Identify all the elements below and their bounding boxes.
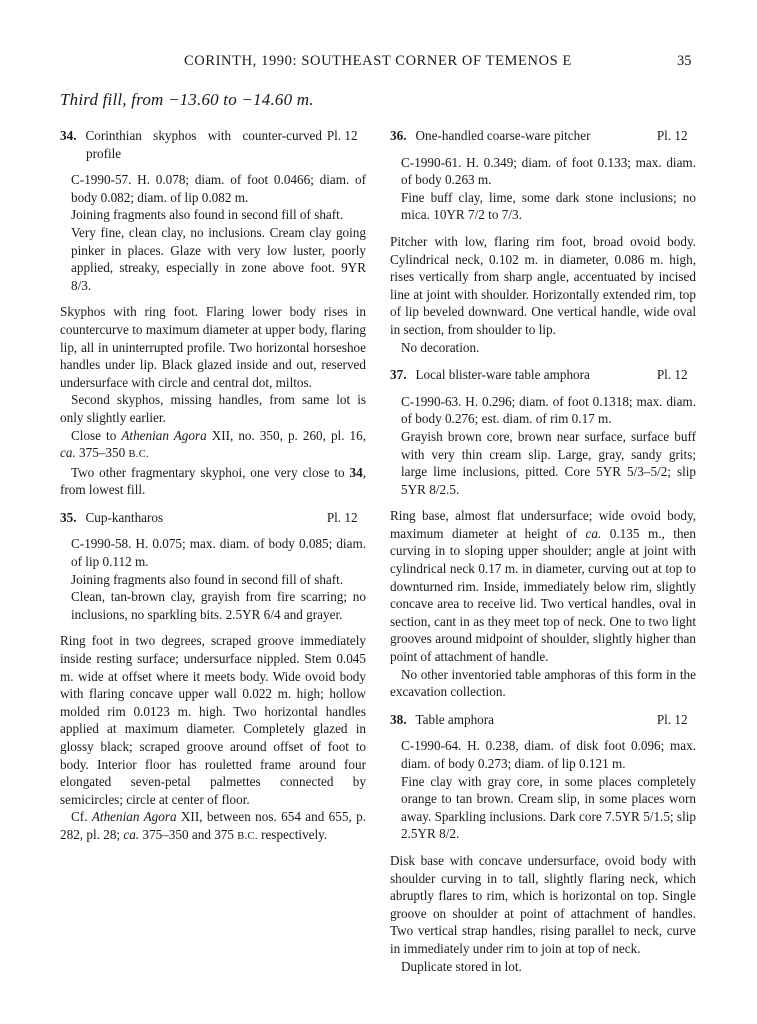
body-paragraph: Ring foot in two degrees, scraped groove immediately inside resting surface; undersurface nippled. Stem 0.045 m. wide at offset where it meets body. Wide ovoid body with flaring concave upper wall 0.022 m. high; hollow molded rim 0.0123 m. high. Two horizontal handles applied at maximum diameter. Completely glazed in glossy black; scraped groove around offset of foot to body. Interior floor has rouletted frame around four elongated seven-petal palmettes connected by semicircles; circle at center of floor. (60, 633, 366, 807)
entry-title: Cup-kantharos (85, 509, 164, 525)
body-paragraph (60, 464, 366, 499)
publication-title: Athenian Agora (91, 809, 177, 825)
inventory-line: C-1990-58. H. 0.075; max. diam. of body 0.085; diam. of lip 0.112 m. (71, 536, 366, 570)
left-column (60, 127, 366, 846)
text-run: XII, no. 350, p. 260, pl. 16, (206, 427, 366, 443)
publication-title: Athenian Agora (121, 427, 207, 443)
body-paragraph: Second skyphos, missing handles, from same lot is only slightly earlier. (60, 392, 366, 425)
catalogue-entry-37 (390, 366, 696, 701)
entry-number: 38. (390, 711, 407, 727)
inventory-line: C-1990-64. H. 0.238, diam. of disk foot 0.096; max. diam. of body 0.273; diam. of lip 0.121 m. (401, 738, 696, 771)
text-run: Two other fragmentary skyphoi, one very close to (71, 464, 350, 480)
entry-number: 34. (60, 128, 77, 143)
body-paragraph: Pitcher with low, flaring rim foot, broad ovoid body. Cylindrical neck, 0.102 m. in diameter, 0.086 m. high, rises vertically from sharp angle, accentuated by incised line at joint with shoulder. Horizontally extended rim, top of lip beveled downward. One vertical handle, wide oval in section, from shoulder to lip. (390, 233, 696, 337)
inventory-line: C-1990-61. H. 0.349; diam. of foot 0.133; max. diam. of body 0.263 m. (401, 154, 696, 188)
catalogue-entry-38 (390, 711, 696, 975)
catalogue-entry-35 (60, 509, 366, 846)
fabric-description: Very fine, clean clay, no inclusions. Cream clay going pinker in places. Glaze with very low luster, poorly applied, streaky, especially in zone above foot. 9YR 8/3. (71, 224, 366, 293)
body-paragraph: Duplicate stored in lot. (401, 958, 522, 974)
text-run: Close to (71, 427, 122, 443)
entry-title: Local blister-ware table amphora (415, 367, 590, 383)
body-paragraph: Disk base with concave undersurface, ovoid body with shoulder curving in to tall, slightly flaring neck, which abruptly flares to rim, which is horizontal on top. Single groove on shoulder at point of attachment of handles. Two vertical strap handles, rising parallel to neck, curve in immediately under rim to join at top of neck. (390, 852, 696, 956)
text-run: Cf. (71, 809, 92, 825)
body-paragraph: No other inventoried table amphoras of this form in the excavation collection. (390, 666, 696, 700)
body-paragraph (390, 507, 696, 665)
text-run: respectively. (257, 826, 328, 842)
text-run: XII, between nos. 654 and 655, p. 282, pl. 28; (60, 809, 366, 842)
entry-heading (60, 509, 366, 527)
plate-reference: Pl. 12 (656, 367, 688, 383)
right-column (390, 127, 696, 975)
catalogue-entry-34 (60, 127, 366, 499)
plate-reference: Pl. 12 (656, 128, 688, 143)
body-paragraph: No decoration. (401, 339, 480, 355)
text-run: 375–350 (75, 445, 129, 461)
joins-note: Joining fragments also found in second fill of shaft. (71, 571, 344, 587)
comparanda-paragraph (60, 427, 366, 464)
text-run: 375–350 and 375 (139, 826, 238, 842)
era-abbrev: B.C. (128, 449, 149, 461)
circa-abbrev: ca. (60, 445, 76, 461)
plate-reference: Pl. 12 (656, 711, 688, 727)
fabric-description: Grayish brown core, brown near surface, surface buff with very thin cream slip. Large, gray, sandy grits; large lime inclusions, pitted. Core 5YR 5/3–5/2; slip 5YR 8/2.5. (401, 428, 696, 497)
plate-reference: Pl. 12 (326, 128, 358, 143)
fabric-description: Fine buff clay, lime, some dark stone inclusions; no mica. 10YR 7/2 to 7/3. (401, 189, 696, 223)
text-run: , from lowest fill. (60, 464, 366, 498)
inventory-line: C-1990-57. H. 0.078; diam. of foot 0.0466; diam. of body 0.082; diam. of lip 0.082 m. (71, 172, 366, 205)
catalogue-entry-36 (390, 127, 696, 356)
page-number: 35 (677, 53, 692, 69)
entry-heading (390, 127, 696, 145)
entry-title: One-handled coarse-ware pitcher (415, 128, 591, 143)
running-head (0, 53, 757, 71)
circa-abbrev: ca. (585, 525, 602, 541)
fabric-description: Fine clay with gray core, in some places completely orange to tan brown. Cream slip, in some places worn away. Sparkling inclusions. Dark core 7.5YR 5/1.5; slip 2.5YR 8/2. (401, 773, 696, 842)
text-run: 0.135 m., then curving in to sloping upper shoulder; angle at joint with cylindrical neck 0.17 m. in diameter, curving out at top to downturned rim. Inside, immediately below rim, slightly concave area to receive lid. Two vertical handles, oval in section, cant in as they meet top of neck. One to two light grooves around midpoint of shoulder, slightly higher than point of attachment of handle. (390, 525, 697, 665)
entry-heading (390, 366, 696, 384)
entry-number: 35. (60, 509, 77, 525)
comparanda-paragraph (60, 808, 366, 845)
plate-reference: Pl. 12 (326, 509, 358, 525)
entry-title: Corinthian skyphos with counter-curved profile (85, 128, 322, 161)
catalogue-ref: 34 (349, 464, 363, 480)
entry-heading (60, 127, 366, 162)
body-paragraph: Skyphos with ring foot. Flaring lower body rises in countercurve to maximum diameter at upper body, flaring lip, all in uninterrupted profile. Two horizontal horseshoe handles under lip. Black glazed inside and out, reserved undersurface with circle and central dot, miltos. (60, 304, 366, 390)
entry-heading (390, 711, 696, 729)
entry-number: 36. (390, 128, 407, 143)
entry-number: 37. (390, 367, 407, 383)
section-heading: Third fill, from −13.60 to −14.60 m. (60, 90, 314, 109)
entry-title: Table amphora (415, 711, 495, 727)
inventory-line: C-1990-63. H. 0.296; diam. of foot 0.1318; max. diam. of body 0.276; est. diam. of rim 0.17 m. (401, 393, 696, 427)
circa-abbrev: ca. (123, 826, 140, 842)
text-run: Ring base, almost flat undersurface; wide ovoid body, maximum diameter at height of (390, 508, 696, 541)
running-head-title: CORINTH, 1990: SOUTHEAST CORNER OF TEMENOS E (184, 53, 572, 69)
joins-note: Joining fragments also found in second fill of shaft. (71, 207, 344, 223)
fabric-description: Clean, tan-brown clay, grayish from fire scarring; no inclusions, no sparkling bits. 2.5YR 6/4 and grayer. (71, 589, 366, 622)
era-abbrev: B.C. (237, 830, 258, 842)
